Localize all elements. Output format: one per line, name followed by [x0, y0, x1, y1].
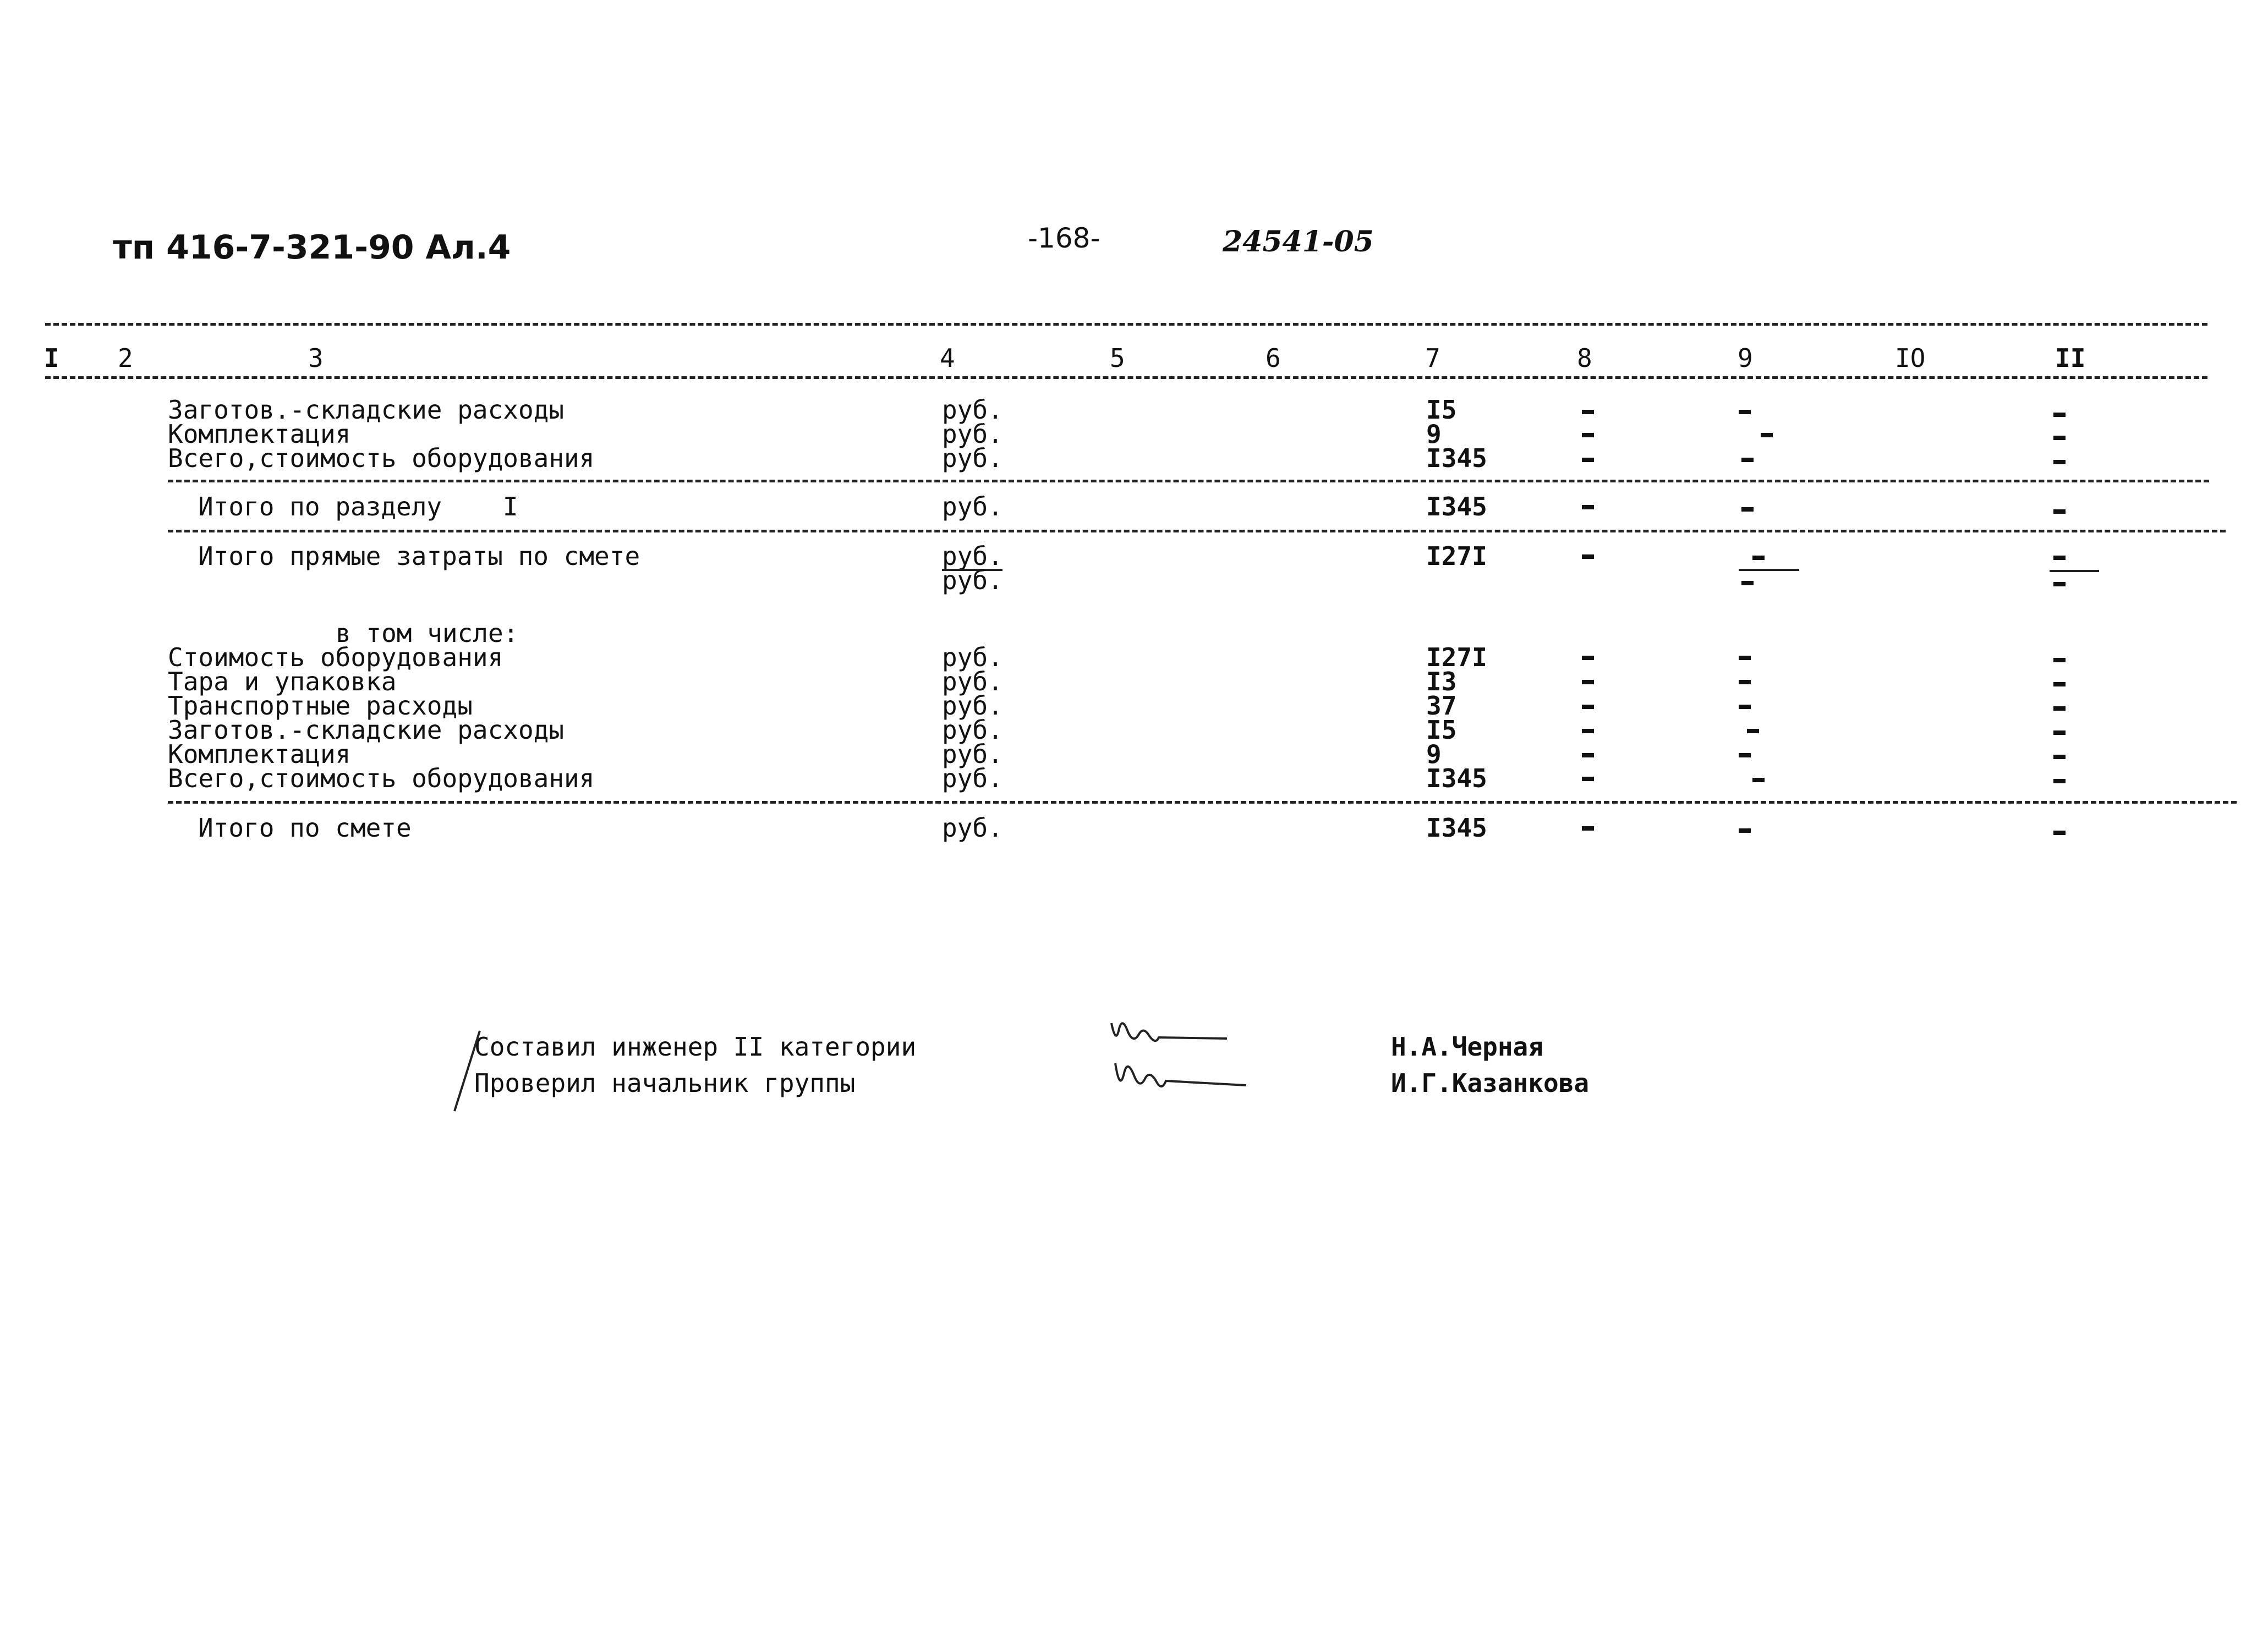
table-row-name: Тара и упаковка [168, 667, 397, 696]
table-row-name: Комплектация [168, 419, 351, 449]
table-row-name: Всего,стоимость оборудования [168, 763, 595, 793]
section-rule [168, 530, 2226, 532]
dash-mark [2053, 755, 2066, 759]
dash-mark [2053, 779, 2066, 783]
table-row-unit: руб. [942, 691, 1003, 721]
table-row-value: I5 [1426, 715, 1457, 745]
table-row-value: I345 [1426, 813, 1487, 843]
table-row-unit: руб. [942, 492, 1003, 521]
table-subheading: в том числе: [336, 618, 519, 648]
dash-mark [1582, 753, 1594, 757]
dash-mark [1747, 729, 1759, 733]
dash-mark [1752, 778, 1765, 782]
checked-by-name: И.Г.Казанкова [1391, 1068, 1590, 1098]
dash-mark [1582, 433, 1594, 437]
table-row-value: I27I [1426, 541, 1487, 571]
table-row-unit: руб. [942, 642, 1003, 672]
dash-mark [1582, 705, 1594, 709]
column-header: 6 [1266, 343, 1281, 373]
handwritten-number: 24541-05 [1223, 225, 1374, 259]
dash-mark [1739, 753, 1751, 757]
dash-mark [1741, 507, 1754, 512]
dash-mark [2053, 658, 2066, 662]
dash-mark [2053, 460, 2066, 464]
dash-mark [2053, 436, 2066, 440]
dash-mark [1582, 505, 1594, 509]
table-row-unit: руб. [942, 763, 1003, 793]
dash-mark [1582, 826, 1594, 831]
compiled-by-label: Составил инженер II категории [474, 1032, 917, 1062]
header-bottom-rule [45, 376, 2207, 379]
column-header: 9 [1738, 343, 1753, 373]
table-row-value: 9 [1426, 419, 1442, 449]
column-header: 3 [308, 343, 324, 373]
dash-mark [1582, 458, 1594, 462]
table-row-unit: руб. [942, 667, 1003, 696]
table-row-value: I27I [1426, 642, 1487, 672]
column-header: 5 [1110, 343, 1125, 373]
dash-mark [1739, 705, 1751, 709]
dash-mark [2053, 730, 2066, 735]
table-row-name: Итого по разделу I [198, 492, 518, 521]
handwritten-signature-1 [1106, 1012, 1227, 1051]
table-row-unit-secondary: руб. [942, 565, 1003, 595]
dash-mark [1752, 556, 1765, 560]
table-row-value: I345 [1426, 763, 1487, 793]
table-row-unit: руб. [942, 419, 1003, 449]
table-row-value: I3 [1426, 667, 1457, 696]
table-row-unit: руб. [942, 739, 1003, 769]
column-header: 8 [1577, 343, 1592, 373]
table-row-value: I345 [1426, 492, 1487, 521]
column-header: II [2055, 343, 2086, 373]
column-header: 4 [940, 343, 955, 373]
dash-mark [2053, 582, 2066, 586]
dash-mark [1739, 656, 1751, 660]
section-rule [168, 801, 2237, 804]
table-row-name: Заготов.-складские расходы [168, 395, 565, 425]
dash-mark [1582, 680, 1594, 684]
dash-underline [1739, 569, 1799, 571]
dash-mark [1761, 433, 1773, 437]
dash-mark [1582, 554, 1594, 559]
table-row-name: Итого по смете [198, 813, 412, 843]
handwritten-signature-2 [1109, 1053, 1246, 1097]
document-code: тп 416-7-321-90 Ал.4 [113, 228, 511, 267]
column-header: IO [1895, 343, 1926, 373]
table-row-value: 37 [1426, 691, 1457, 721]
dash-mark [1739, 828, 1751, 833]
column-header: I [44, 343, 59, 373]
dash-mark [2053, 413, 2066, 417]
dash-mark [1741, 458, 1754, 462]
table-row-name: Комплектация [168, 739, 351, 769]
dash-mark [2053, 831, 2066, 835]
table-row-unit: руб. [942, 813, 1003, 843]
table-row-value: I5 [1426, 395, 1457, 425]
column-header: 2 [118, 343, 133, 373]
dash-underline [2050, 570, 2099, 572]
dash-mark [1739, 680, 1751, 684]
dash-mark [2053, 509, 2066, 514]
column-header: 7 [1425, 343, 1440, 373]
table-row-name: Итого прямые затраты по смете [198, 541, 640, 571]
table-top-rule [45, 323, 2207, 326]
table-row-name: Транспортные расходы [168, 691, 473, 721]
dash-mark [1582, 410, 1594, 414]
checked-by-label: Проверил начальник группы [474, 1068, 856, 1098]
table-row-unit: руб. [942, 715, 1003, 745]
signature-slash [451, 1029, 484, 1117]
dash-mark [1739, 410, 1751, 414]
dash-mark [2053, 556, 2066, 560]
table-row-name: Всего,стоимость оборудования [168, 443, 595, 473]
dash-mark [1582, 777, 1594, 781]
page-number: -168- [1028, 222, 1100, 254]
table-row-value: I345 [1426, 443, 1487, 473]
table-row-unit: руб. [942, 395, 1003, 425]
dash-mark [1582, 729, 1594, 733]
dash-mark [2053, 706, 2066, 711]
dash-mark [1741, 581, 1754, 585]
table-row-value: 9 [1426, 739, 1442, 769]
table-row-name: Стоимость оборудования [168, 642, 503, 672]
section-rule [168, 480, 2209, 482]
compiled-by-name: Н.А.Черная [1391, 1032, 1543, 1062]
table-row-name: Заготов.-складские расходы [168, 715, 565, 745]
table-row-unit: руб. [942, 541, 1003, 571]
dash-mark [1582, 656, 1594, 660]
table-row-unit: руб. [942, 443, 1003, 473]
dash-mark [2053, 682, 2066, 686]
